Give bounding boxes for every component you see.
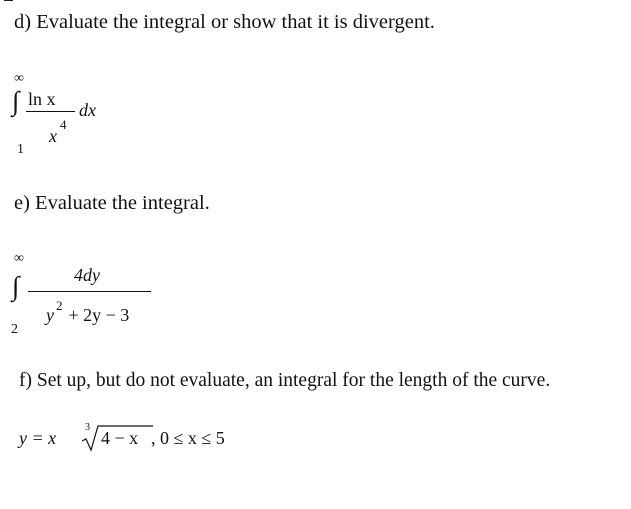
differential: dx	[79, 100, 96, 120]
lower-limit: 2	[11, 322, 18, 337]
denominator-exponent: 2	[56, 298, 63, 313]
problem-f-prompt: f) Set up, but do not evaluate, an integral for the length of the curve.	[19, 370, 551, 391]
problem-e-prompt: e) Evaluate the integral.	[14, 192, 210, 214]
radicand: 4 − x	[101, 428, 139, 448]
denominator	[46, 305, 129, 326]
numerator: 4dy	[74, 265, 100, 285]
integral-sign: ∫	[12, 271, 20, 301]
fraction-bar	[26, 111, 75, 112]
integral-sign: ∫	[12, 86, 20, 116]
root-index: 3	[85, 422, 90, 433]
numerator: ln x	[28, 89, 56, 109]
overline-mark	[4, 0, 13, 1]
denominator-exponent: 4	[60, 117, 67, 132]
upper-limit: ∞	[14, 251, 24, 266]
upper-limit: ∞	[14, 71, 24, 86]
domain: , 0 ≤ x ≤ 5	[151, 428, 225, 448]
lower-limit: 1	[17, 142, 24, 157]
denominator-base: y	[46, 305, 54, 325]
equation-lhs: y = x	[19, 428, 57, 448]
denominator-rest: + 2y − 3	[64, 305, 130, 325]
fraction-bar	[28, 291, 151, 292]
problem-d-prompt: d) Evaluate the integral or show that it is divergent.	[14, 11, 435, 33]
denominator-base: x	[49, 126, 57, 146]
